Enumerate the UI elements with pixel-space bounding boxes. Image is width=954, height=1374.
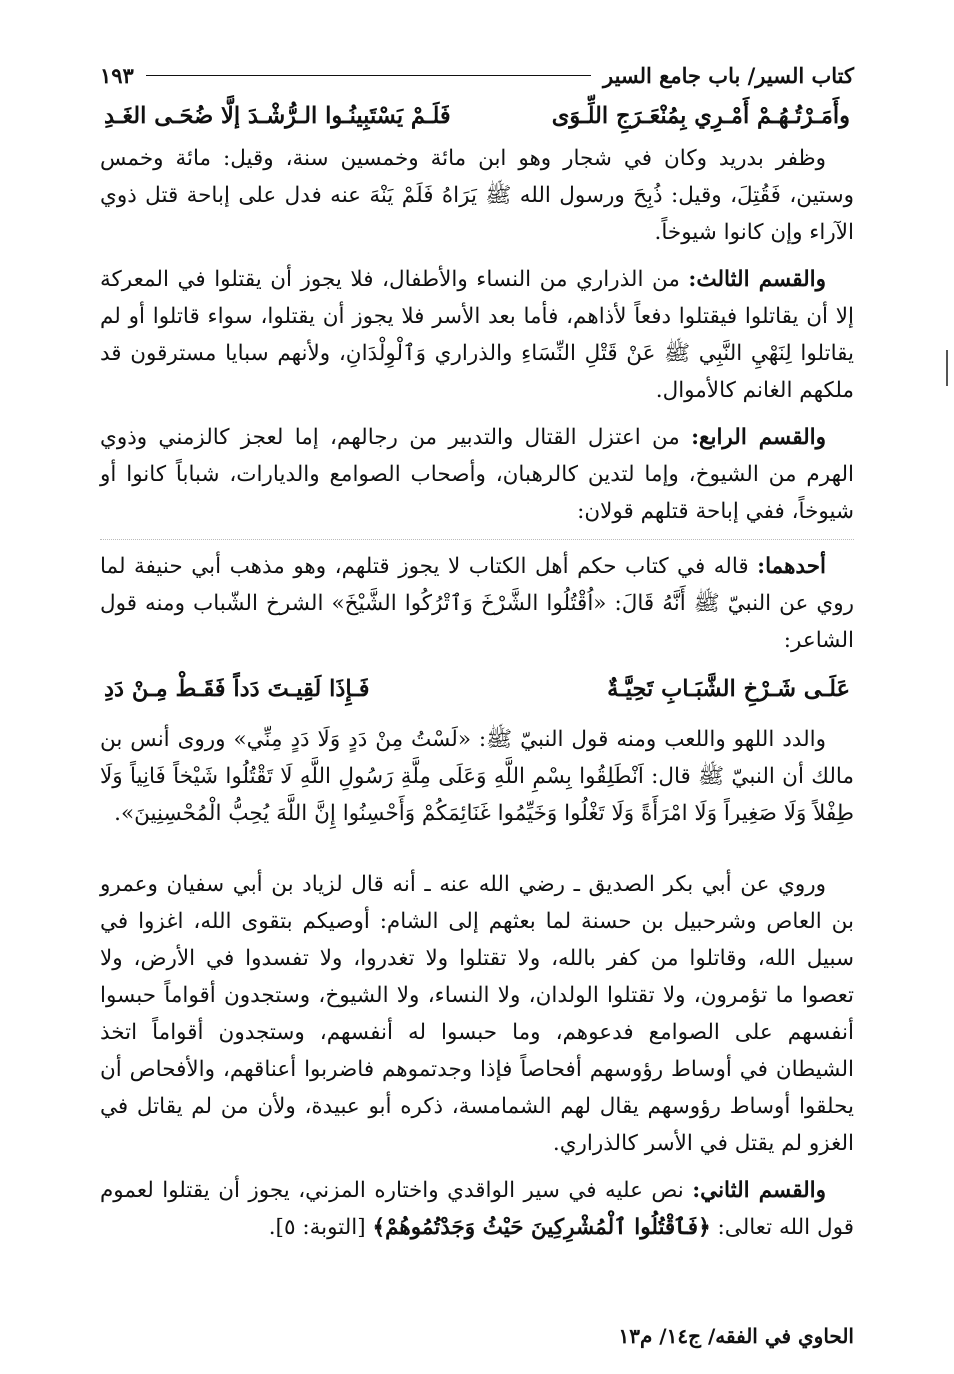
- paragraph-text: قاله في كتاب حكم أهل الكتاب لا يجوز قتلهم، وهو مذهب أبي حنيفة لما روي عن النبيّ ﷺ أَنَّهُ قَالَ: «اُقْتُلُوا الشَّرْخَ وَٱتْرُكُوا الشَّيْخَ» الشرخ الشّباب ومنه قول الشاعر:: [100, 554, 854, 653]
- paragraph-third-category: [100, 261, 854, 409]
- paragraph-abu-bakr: وروي عن أبي بكر الصديق ـ رضي الله عنه ـ أنه قال لزياد بن أبي سفيان وعمرو بن العاص وشرحبيل بن حسنة لما بعثهم إلى الشام: أوصيكم بتقوى الله، اغزوا في سبيل الله، وقاتلوا من كفر بالله، ولا تقتلوا ولا تغدروا، ولا تفسدوا في الأرض، ولا تعصوا ما تؤمرون، ولا تقتلوا الولدان، ولا النساء، ولا الشيوخ، وستجدون أقواماً حبسوا أنفسهم على الصوامع فدعوهم، وما حبسوا له أنفسهم، وستجدون أقواماً اتخذ الشيطان في أوساط رؤوسهم أفحاصاً فإذا وجدتموهم فاضربوا أعناقهم، والأفحاص أن يحلقوا أوساط رؤوسهم يقال لهم الشمامسة، ذكره أبو عبيدة، ولأن من لم يقاتل في الغزو لم يقتل في الأسر كالذراري.: [100, 872, 854, 1156]
- poetry-verse-2: [100, 669, 854, 709]
- paragraph-durayd: وظفر بدريد وكان في شجار وهو ابن مائة وخمسين سنة، وقيل: مائة وخمس وستين، فَقُتِلَ، وقيل: ذُبِحَ ورسول الله ﷺ يَرَاهُ فَلَمْ يَنْهَ عنه فدل على إباحة قتل ذوي الآراء وإن كانوا شيوخاً.: [100, 146, 854, 245]
- paragraph-text: من الذراري من النساء والأطفال، فلا يجوز أن يقتلوا في المعركة إلا أن يقاتلوا فيقتلوا دفعاً لأذاهم، فأما بعد الأسر فلا يجوز أن يقتلوا، سواء قاتلوا أو لم يقاتلوا لِنَهْيِ النَّبِي ﷺ عَنْ قَتْلِ النِّسَاءِ والذراري وَٱلْوِلْدَانِ، ولأنهم سبايا مسترقون قد ملكهم الغانم كالأموال.: [100, 267, 854, 403]
- quran-citation: [التوبة: ٥].: [268, 1215, 366, 1240]
- verse-1-first-hemistich: وأَمَـرْتُـهُـمْ أَمْـرِي بِمُنْعَـرَجِ اللِّـوَى: [551, 103, 850, 129]
- paragraph-text: من اعتزل القتال والتدبير من رجالهم، إما لعجز كالزمني وذوي الهرم من الشيوخ، وإما لتدين كالرهبان، وأصحاب الصوامع والديارات، شباباً كانوا أو شيوخاً، ففي إباحة قتلهم قولان:: [100, 425, 854, 524]
- verse-1-second-hemistich: فَلَـمْ يَسْتَبِينُـوا الـرُّشْـدَ إلَّا ضُحَـى الغَـدِ: [104, 103, 451, 129]
- paragraph-text: نص عليه في سير الواقدي واختاره المزني، يجوز أن يقتلوا لعموم قول الله تعالى:: [100, 1178, 854, 1240]
- verse-2-first-hemistich: عَلَـى شَـرْخِ الشَّبَـابِ تَحِيَّـةٌ: [607, 676, 850, 702]
- opinion-heading-first: أحدهما:: [757, 554, 826, 579]
- running-header: [100, 58, 854, 92]
- paragraph-fourth-category: [100, 419, 854, 530]
- page-footer: الحاوي في الفقه/ ج١٤/ م١٣: [618, 1324, 854, 1348]
- section-heading-fourth: والقسم الرابع:: [691, 425, 826, 450]
- separator: [100, 539, 854, 540]
- margin-mark: [946, 350, 948, 386]
- opinion-heading-second: والقسم الثاني:: [692, 1178, 826, 1203]
- paragraph-hadith: والدد اللهو واللعب ومنه قول النبيّ ﷺ: «لَسْتُ مِنْ دَدٍ وَلَا دَدٍ مِنِّي» وروى أنس بن مالك أن النبيّ ﷺ قال: اَنْطَلِقُوا بِسْمِ اللَّهِ وَعَلَى مِلَّةِ رَسُولِ اللَّهِ لَا تَقْتُلُوا شَيْخاً فَانِياً وَلَا طِفْلاً وَلَا صَغِيراً وَلَا امْرَأَةً وَلَا تَغْلُوا وَخَيِّمُوا غَنَائِمَكُمْ وَأَحْسِنُوا إِنَّ اللَّهَ يُحِبُّ الْمُحْسِنِينَ».: [100, 727, 854, 826]
- chapter-title: كتاب السير/ باب جامع السير: [602, 62, 854, 88]
- section-heading-third: والقسم الثالث:: [688, 267, 826, 292]
- paragraph-second-opinion: [100, 1172, 854, 1246]
- paragraph-first-opinion: [100, 548, 854, 659]
- poetry-verse-1: [100, 96, 854, 136]
- header-rule: [146, 75, 591, 76]
- page-number: ١٩٣: [100, 62, 134, 88]
- verse-2-second-hemistich: فَـإِذَا لَقِيـتَ دَداً فَقَـطْ مِـنْ دَدِ: [104, 676, 370, 702]
- quran-verse: ﴿فَٱقْتُلُوا ٱلْمُشْرِكِينَ حَيْثُ وَجَدْتُمُوهُمْ﴾: [372, 1215, 711, 1240]
